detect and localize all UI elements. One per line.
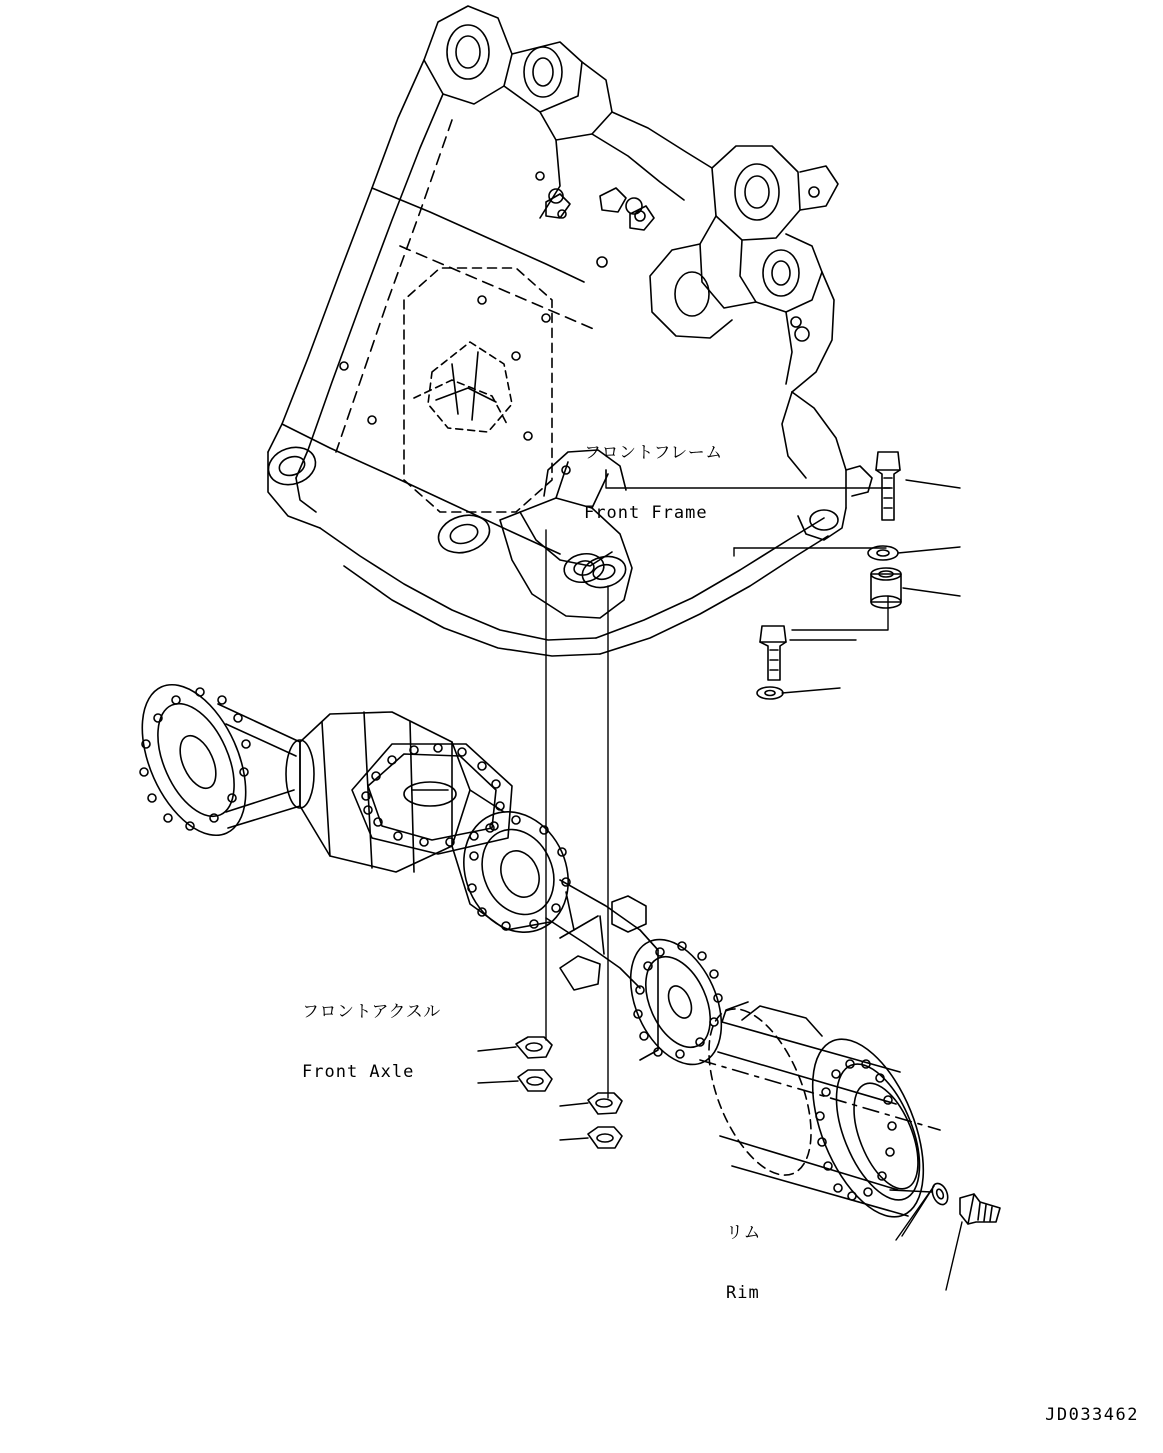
label-front-axle-en: Front Axle	[302, 1061, 415, 1082]
fastener-nut-lower-center	[588, 1127, 622, 1148]
label-rim-jp: リム	[726, 1223, 761, 1244]
label-front-axle-jp: フロントアクスル	[302, 1002, 441, 1023]
fastener-spacer-upper-right	[871, 568, 901, 608]
fastener-nut-lower-left	[518, 1070, 552, 1091]
fastener-washer-rim	[929, 1181, 950, 1207]
fastener-bolt-upper-right	[876, 452, 900, 520]
fastener-bolt-rim	[960, 1194, 1000, 1224]
front-frame-structure	[264, 6, 872, 656]
label-rim-en: Rim	[726, 1282, 760, 1303]
drawing-number: JD033462	[1045, 1405, 1139, 1425]
label-front-frame	[584, 404, 723, 563]
fastener-washer-mid	[757, 687, 783, 699]
label-front-frame-jp: フロントフレーム	[584, 443, 723, 464]
fastener-washer-lower-center	[588, 1093, 622, 1114]
label-front-frame-en: Front Frame	[584, 502, 708, 523]
label-front-axle	[302, 963, 441, 1122]
fastener-bolt-mid	[760, 626, 786, 680]
label-rim	[726, 1184, 765, 1343]
